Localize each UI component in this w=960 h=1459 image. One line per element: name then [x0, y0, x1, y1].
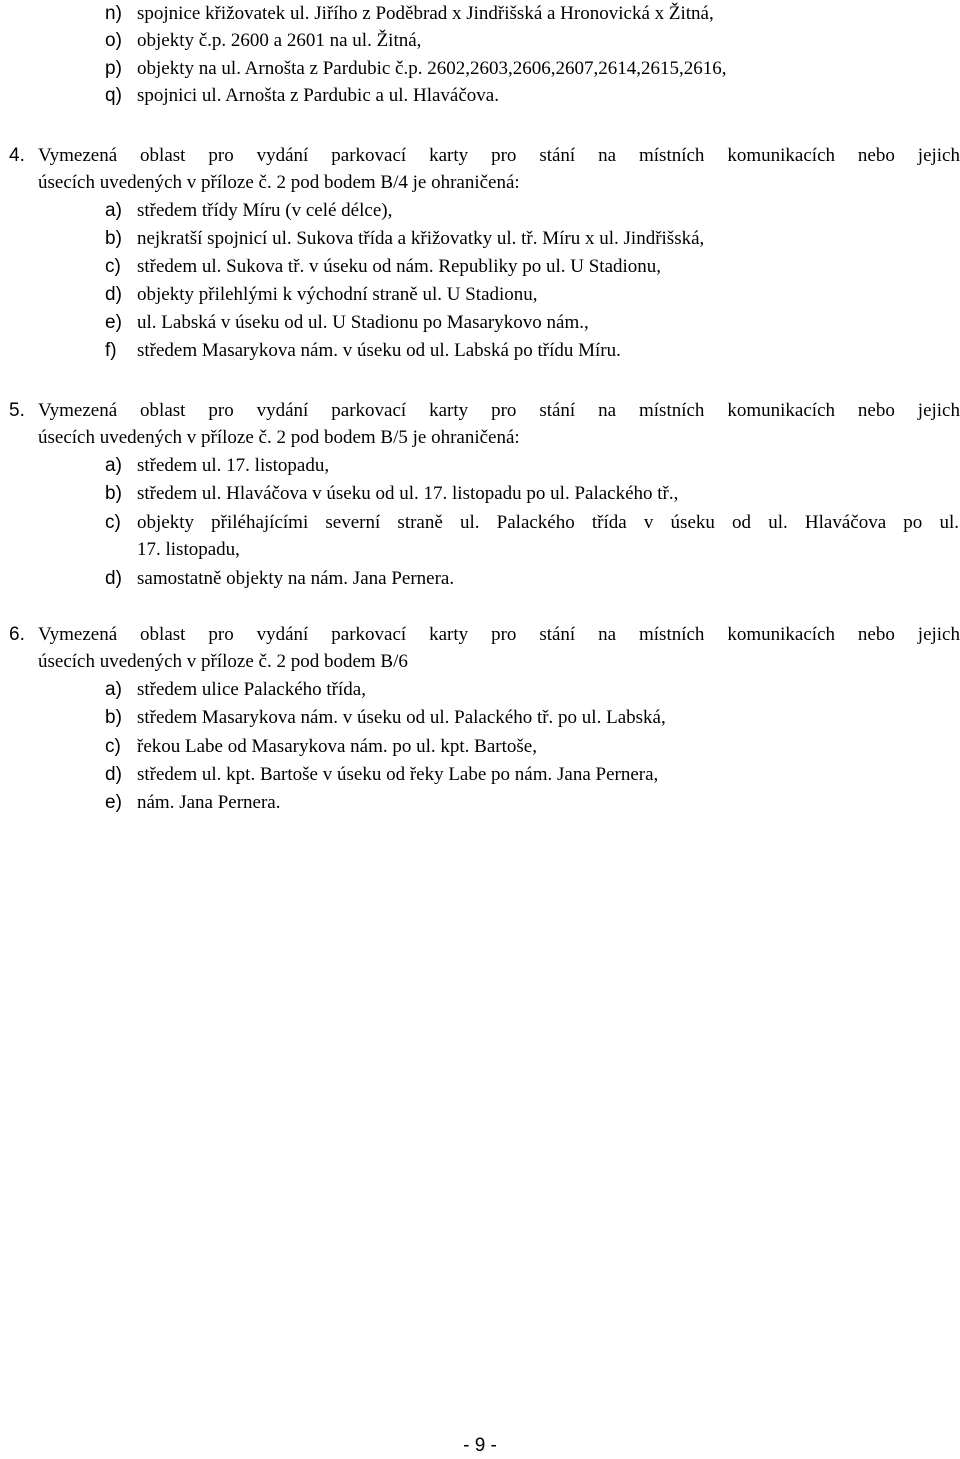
list-item-text: středem třídy Míru (v celé délce), [137, 200, 393, 221]
list-item-text: středem ul. Hlaváčova v úseku od ul. 17. listopadu po ul. Palackého tř., [137, 483, 679, 504]
list-item-text: spojnice křižovatek ul. Jiřího z Poděbrad x Jindřišská a Hronovická x Žitná, [137, 3, 714, 24]
section-heading-line: Vymezená oblast pro vydání parkovací karty pro stání na místních komunikacích nebo jejich [38, 400, 960, 421]
list-item-label: o) [105, 30, 122, 51]
list-item-label: d) [105, 568, 122, 589]
list-item-text: objekty č.p. 2600 a 2601 na ul. Žitná, [137, 30, 422, 51]
list-item-text: objekty přilehlými k východní straně ul. U Stadionu, [137, 284, 538, 305]
list-item-label: e) [105, 792, 122, 813]
section-number: 5. [9, 400, 25, 421]
list-item-text: středem ul. kpt. Bartoše v úseku od řeky Labe po nám. Jana Pernera, [137, 764, 659, 785]
list-item-text: středem ulice Palackého třída, [137, 679, 366, 700]
list-item-label: a) [105, 679, 122, 700]
list-item-text: středem Masarykova nám. v úseku od ul. Labská po třídu Míru. [137, 340, 621, 361]
list-item-text: ul. Labská v úseku od ul. U Stadionu po Masarykovo nám., [137, 312, 589, 333]
list-item-label: a) [105, 200, 122, 221]
list-item-label: d) [105, 764, 122, 785]
list-item-text: středem ul. 17. listopadu, [137, 455, 330, 476]
list-item-text: objekty přiléhajícími severní straně ul. Palackého třída v úseku od ul. Hlaváčova po ul. [137, 512, 959, 533]
list-item-label: a) [105, 455, 122, 476]
list-item-label: b) [105, 483, 122, 504]
list-item-text-continuation: 17. listopadu, [137, 539, 240, 560]
page-number: - 9 - [463, 1435, 497, 1456]
list-item-text: středem ul. Sukova tř. v úseku od nám. Republiky po ul. U Stadionu, [137, 256, 662, 277]
section-heading-line: Vymezená oblast pro vydání parkovací karty pro stání na místních komunikacích nebo jejich [38, 145, 960, 166]
list-item-text: spojnici ul. Arnošta z Pardubic a ul. Hlaváčova. [137, 85, 499, 106]
list-item-label: e) [105, 312, 122, 333]
list-item-label: c) [105, 512, 121, 533]
section-heading-line: úsecích uvedených v příloze č. 2 pod bodem B/4 je ohraničená: [38, 172, 520, 193]
list-item-label: q) [105, 85, 122, 106]
section-heading-line: úsecích uvedených v příloze č. 2 pod bodem B/5 je ohraničená: [38, 427, 520, 448]
list-item-text: nám. Jana Pernera. [137, 792, 281, 813]
list-item-label: c) [105, 256, 121, 277]
section-heading-line: Vymezená oblast pro vydání parkovací karty pro stání na místních komunikacích nebo jejich [38, 624, 960, 645]
section-number: 6. [9, 624, 25, 645]
list-item-label: d) [105, 284, 122, 305]
list-item-text: samostatně objekty na nám. Jana Pernera. [137, 568, 455, 589]
list-item-text: nejkratší spojnicí ul. Sukova třída a křižovatky ul. tř. Míru x ul. Jindřišská, [137, 228, 705, 249]
list-item-label: p) [105, 58, 122, 79]
list-item-label: f) [105, 340, 117, 361]
list-item-text: středem Masarykova nám. v úseku od ul. Palackého tř. po ul. Labská, [137, 707, 666, 728]
section-heading-line: úsecích uvedených v příloze č. 2 pod bodem B/6 [38, 651, 408, 672]
list-item-label: b) [105, 707, 122, 728]
list-item-label: b) [105, 228, 122, 249]
list-item-label: c) [105, 736, 121, 757]
list-item-text: objekty na ul. Arnošta z Pardubic č.p. 2602,2603,2606,2607,2614,2615,2616, [137, 58, 727, 79]
section-number: 4. [9, 145, 25, 166]
list-item-text: řekou Labe od Masarykova nám. po ul. kpt. Bartoše, [137, 736, 537, 757]
list-item-label: n) [105, 3, 122, 24]
